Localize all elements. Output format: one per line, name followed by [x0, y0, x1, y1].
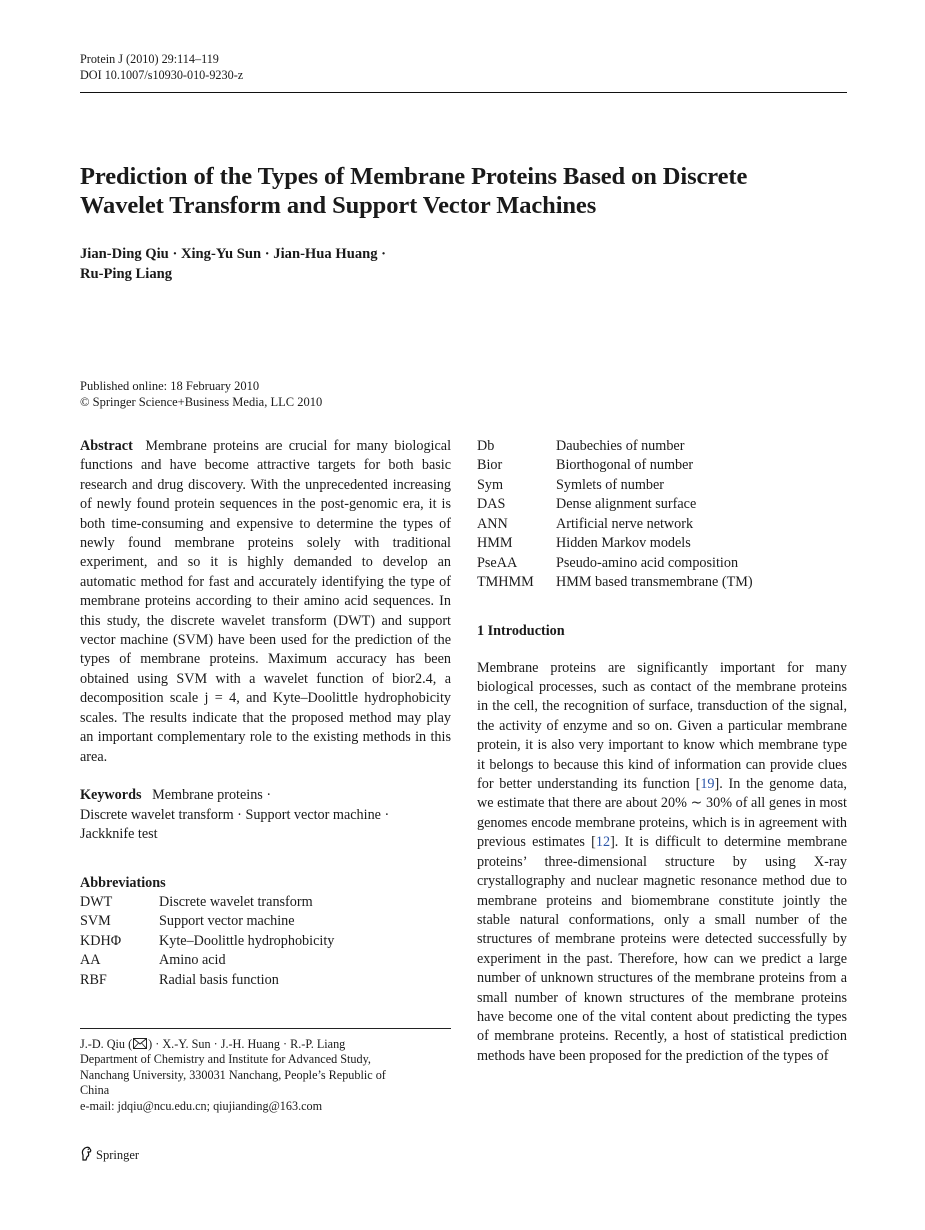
- abbreviations-left: [80, 874, 451, 991]
- abbr-key: ANN: [477, 515, 508, 532]
- page-footer: [80, 1146, 139, 1165]
- keywords-line-3: Jackknife test: [80, 826, 158, 843]
- left-column: [80, 437, 451, 990]
- introduction-paragraph: [477, 659, 847, 1067]
- envelope-icon: [133, 1038, 147, 1049]
- header-rule: [80, 92, 847, 93]
- abbr-key: TMHMM: [477, 574, 534, 591]
- abbr-row: [477, 515, 847, 534]
- keywords-line-2: Discrete wavelet transform · Support vector machine ·: [80, 806, 390, 823]
- abstract: [80, 437, 451, 767]
- abbr-value: Hidden Markov models: [556, 535, 691, 552]
- abbr-value: Daubechies of number: [556, 438, 685, 454]
- affiliation-names: [80, 1037, 451, 1052]
- right-column: [477, 437, 847, 1066]
- published-date: Published online: 18 February 2010: [80, 379, 260, 393]
- intro-text-2: ]. In the genome data, we estimate that there are about 20% ∼ 30% of all genes in most genomes encode membrane proteins, which is in agreement with previous estimates [: [477, 776, 847, 851]
- abbr-row: [80, 951, 451, 970]
- keywords-label: Keywords: [80, 787, 142, 804]
- abbr-row: [477, 437, 847, 456]
- abbr-value: Dense alignment surface: [556, 496, 697, 513]
- affiliation-email[interactable]: e-mail: jdqiu@ncu.edu.cn; qiujianding@163.com: [80, 1098, 323, 1113]
- publisher-name: Springer: [96, 1148, 140, 1162]
- abbr-row: [80, 932, 451, 951]
- abbr-key: DWT: [80, 893, 113, 910]
- abstract-label: Abstract: [80, 438, 133, 454]
- citation-link[interactable]: 12: [595, 834, 611, 851]
- names-suffix: ) · X.-Y. Sun · J.-H. Huang · R.-P. Liang: [148, 1037, 346, 1051]
- abbr-key: SVM: [80, 913, 111, 930]
- section-heading-introduction: 1 Introduction: [477, 622, 565, 639]
- abbr-row: [477, 495, 847, 514]
- abbr-row: [477, 573, 847, 592]
- abbr-value: Pseudo-amino acid composition: [556, 554, 739, 571]
- abbr-key: AA: [80, 952, 101, 969]
- intro-text-3: ]. It is difficult to determine membrane proteins’ three-dimensional structure by using X-ray crystallography and nuclear magnetic resonance method due to membrane proteins and biomembrane constitute jointly the stable natural conformations, only a small number of the structures of membrane proteins were detected successfully by experiment in the past. Therefore, how can we predict a large number of unknown structures of the membrane proteins from a small number of known structures of the membrane proteins have become one of the vital content about predicting the types of membrane proteins. Recently, a host of statistical prediction methods have been proposed for the prediction of the types of: [477, 834, 847, 1064]
- journal-citation: Protein J (2010) 29:114–119: [80, 52, 219, 66]
- abbr-row: [477, 534, 847, 553]
- doi[interactable]: DOI 10.1007/s10930-010-9230-z: [80, 68, 244, 82]
- affiliation-footnote: [80, 1037, 451, 1114]
- affiliation-dept: Department of Chemistry and Institute for Advanced Study,: [80, 1052, 371, 1067]
- article-title: [80, 162, 847, 220]
- abbreviations-label: Abbreviations: [80, 874, 166, 891]
- abbr-row: [477, 554, 847, 573]
- intro-text-1: Membrane proteins are significantly important for many biological processes, such as contact of the membrane proteins in the cell, the recognition of surface, transduction of the signal, the activity of enzyme and so on. Given a particular membrane protein, it is also very important to know which membrane type it belongs to because this kind of information can provide clues for better understanding its function [: [477, 659, 847, 793]
- title-line-1: Prediction of the Types of Membrane Proteins Based on Discrete: [80, 163, 748, 190]
- abbr-row: [80, 971, 451, 990]
- keywords: [80, 786, 451, 844]
- abbr-key: Sym: [477, 476, 504, 493]
- author-list: [80, 244, 386, 284]
- springer-horse-icon: [80, 1146, 93, 1165]
- abbr-key: HMM: [477, 535, 513, 552]
- abbreviations-right: [477, 437, 847, 593]
- authors-line-1: Jian-Ding Qiu · Xing-Yu Sun · Jian-Hua Huang ·: [80, 246, 387, 262]
- affiliation-univ: Nanchang University, 330031 Nanchang, People’s Republic of: [80, 1067, 386, 1082]
- copyright: © Springer Science+Business Media, LLC 2010: [80, 395, 323, 409]
- keywords-line-1: Membrane proteins ·: [152, 787, 272, 804]
- abbr-value: Discrete wavelet transform: [159, 893, 313, 910]
- abstract-text: Membrane proteins are crucial for many biological functions and have become attractive targets for both basic research and drug discovery. With the unprecedented increasing of newly found protein sequences in the post-genomic era, it is both time-consuming and expensive to determine the types of newly found membrane proteins solely with traditional experiment, and so it is highly demanded to develop an automatic method for fast and accurately identifying the type of membrane proteins according to their amino acid sequences. In this study, the discrete wavelet transform (DWT) and support vector machine (SVM) have been used for the prediction of the types of membrane proteins. Maximum accuracy has been obtained using SVM with a wavelet function of bior2.4, a decomposition scale j = 4, and Kyte–Doolittle hydrophobicity scales. The results indicate that the proposed method may play an important complementary role to the existing methods in this area.: [80, 438, 452, 765]
- abbr-key: PseAA: [477, 554, 518, 571]
- abbr-value: Radial basis function: [159, 971, 279, 988]
- abbr-key: KDHΦ: [80, 932, 122, 949]
- running-header: [80, 51, 243, 83]
- abbr-row: [80, 912, 451, 931]
- abbr-value: Artificial nerve network: [556, 515, 694, 532]
- abbr-row: [477, 456, 847, 475]
- abbr-row: [477, 476, 847, 495]
- abbr-row: [80, 893, 451, 912]
- abbr-key: Db: [477, 438, 495, 454]
- names-prefix: J.-D. Qiu (: [80, 1037, 133, 1051]
- citation-link[interactable]: 19: [700, 776, 715, 793]
- abbr-value: Support vector machine: [159, 913, 295, 930]
- abbr-key: Bior: [477, 457, 503, 474]
- title-line-2: Wavelet Transform and Support Vector Machines: [80, 192, 597, 219]
- abbr-value: HMM based transmembrane (TM): [556, 574, 753, 591]
- footnote-rule: [80, 1028, 451, 1029]
- abbr-key: RBF: [80, 971, 107, 988]
- publication-info: [80, 378, 322, 410]
- abbr-key: DAS: [477, 496, 506, 513]
- abbr-value: Amino acid: [159, 952, 226, 969]
- abbr-value: Biorthogonal of number: [556, 457, 694, 474]
- abbr-value: Symlets of number: [556, 476, 664, 493]
- affiliation-country: China: [80, 1083, 110, 1098]
- abbr-value: Kyte–Doolittle hydrophobicity: [159, 932, 335, 949]
- authors-line-2: Ru-Ping Liang: [80, 266, 173, 282]
